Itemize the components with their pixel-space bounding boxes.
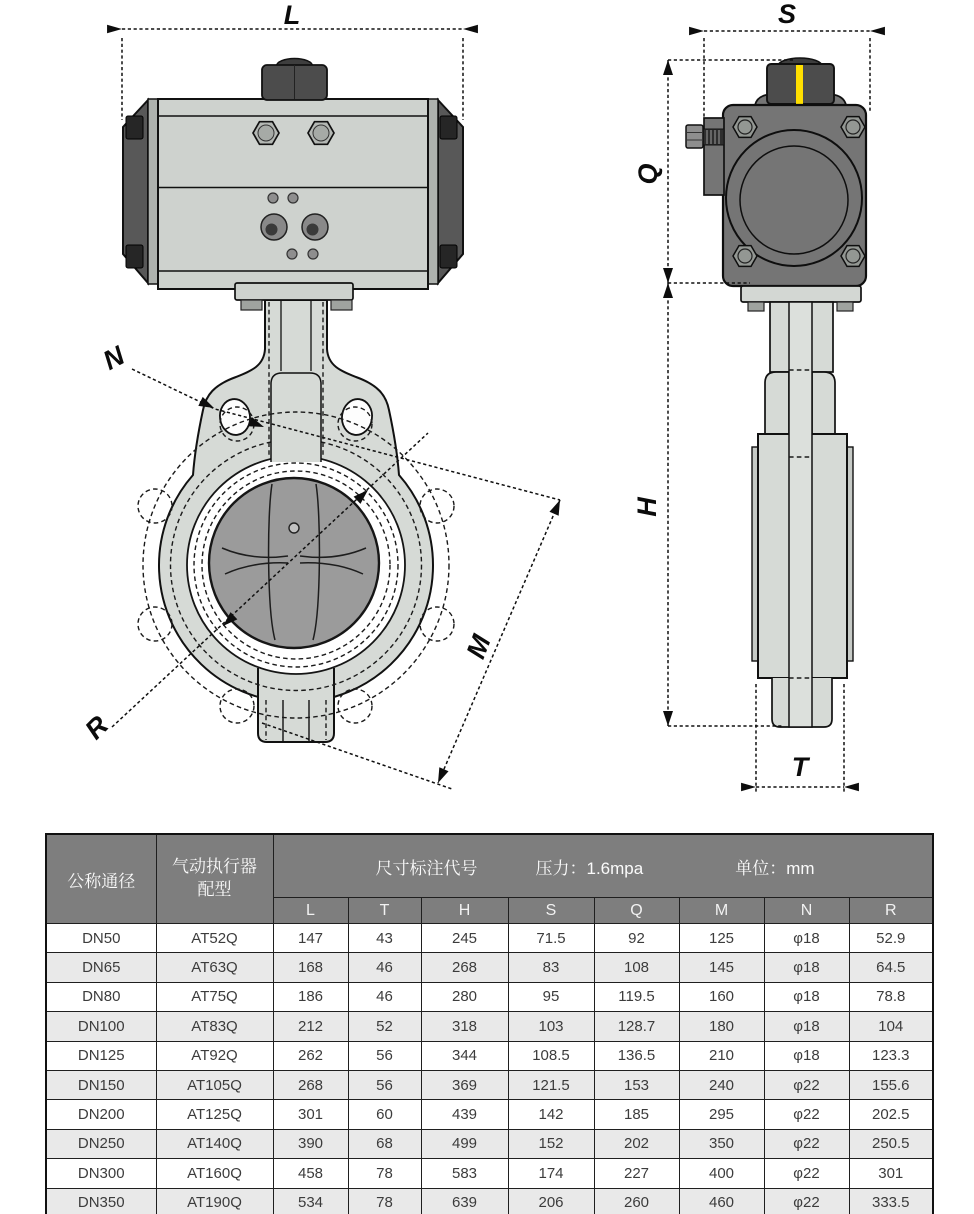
table-cell: 95 <box>508 982 594 1011</box>
table-cell: φ18 <box>764 924 849 953</box>
table-cell: 583 <box>421 1159 508 1188</box>
table-cell: φ18 <box>764 982 849 1011</box>
table-cell: 245 <box>421 924 508 953</box>
table-cell: 145 <box>679 953 764 982</box>
dim-label-S: S <box>777 0 797 29</box>
col-header-L: L <box>273 898 348 924</box>
header-dim-title: 尺寸标注代号 <box>375 858 478 878</box>
table-cell: 439 <box>421 1100 508 1129</box>
table-cell: 125 <box>679 924 764 953</box>
table-row <box>46 1041 933 1070</box>
table-row <box>46 953 933 982</box>
side-view-drawing <box>632 0 870 794</box>
table-cell: 460 <box>679 1188 764 1214</box>
table-cell: 499 <box>421 1129 508 1158</box>
table-cell: 186 <box>273 982 348 1011</box>
table-cell: AT92Q <box>156 1041 273 1070</box>
yellow-indicator-stripe <box>796 65 803 104</box>
table-row <box>46 1070 933 1099</box>
table-cell: φ22 <box>764 1159 849 1188</box>
table-row <box>46 1159 933 1188</box>
table-cell: 350 <box>679 1129 764 1158</box>
table-cell: AT52Q <box>156 924 273 953</box>
table-cell: DN65 <box>46 953 156 982</box>
table-cell: 60 <box>348 1100 421 1129</box>
table-cell: 123.3 <box>849 1041 933 1070</box>
table-cell: 262 <box>273 1041 348 1070</box>
table-cell: 369 <box>421 1070 508 1099</box>
table-cell: 206 <box>508 1188 594 1214</box>
table-cell: 174 <box>508 1159 594 1188</box>
dim-label-Q: Q <box>633 163 663 185</box>
hex-plug-right <box>308 122 334 145</box>
table-row <box>46 982 933 1011</box>
table-cell: 108.5 <box>508 1041 594 1070</box>
table-cell: 152 <box>508 1129 594 1158</box>
table-cell: AT140Q <box>156 1129 273 1158</box>
table-cell: AT160Q <box>156 1159 273 1188</box>
table-cell: 78.8 <box>849 982 933 1011</box>
col-header-H: H <box>421 898 508 924</box>
mounting-plate-front <box>235 283 353 300</box>
table-row <box>46 1188 933 1214</box>
table-cell: φ18 <box>764 1012 849 1041</box>
pressure-label: 压力： <box>535 858 587 878</box>
header-dimensions-merged <box>273 834 933 898</box>
spec-table <box>45 833 934 1214</box>
table-cell: AT83Q <box>156 1012 273 1041</box>
table-cell: DN300 <box>46 1159 156 1188</box>
col-header-N: N <box>764 898 849 924</box>
table-cell: 240 <box>679 1070 764 1099</box>
table-cell: 180 <box>679 1012 764 1041</box>
table-cell: 212 <box>273 1012 348 1041</box>
spec-table-wrap <box>45 833 932 1214</box>
col-header-R: R <box>849 898 933 924</box>
table-cell: DN50 <box>46 924 156 953</box>
pressure-value: 1.6mpa <box>586 858 644 878</box>
table-cell: AT63Q <box>156 953 273 982</box>
dim-label-R: R <box>79 710 115 746</box>
table-cell: AT190Q <box>156 1188 273 1214</box>
disc-pin-hole <box>289 523 299 533</box>
table-cell: φ18 <box>764 953 849 982</box>
table-cell: 202 <box>594 1129 679 1158</box>
table-cell: 52 <box>348 1012 421 1041</box>
table-cell: φ22 <box>764 1070 849 1099</box>
hex-plug-left <box>253 122 279 145</box>
table-cell: 301 <box>273 1100 348 1129</box>
table-cell: DN150 <box>46 1070 156 1099</box>
table-cell: 280 <box>421 982 508 1011</box>
table-cell: 210 <box>679 1041 764 1070</box>
table-cell: 68 <box>348 1129 421 1158</box>
table-cell: DN80 <box>46 982 156 1011</box>
dim-label-N: N <box>98 340 130 376</box>
table-cell: φ18 <box>764 1041 849 1070</box>
table-cell: 160 <box>679 982 764 1011</box>
table-cell: φ22 <box>764 1100 849 1129</box>
table-cell: 119.5 <box>594 982 679 1011</box>
table-cell: 202.5 <box>849 1100 933 1129</box>
header-actuator-line1: 气动执行器 <box>172 857 257 877</box>
table-cell: 534 <box>273 1188 348 1214</box>
table-cell: 260 <box>594 1188 679 1214</box>
table-cell: 64.5 <box>849 953 933 982</box>
table-cell: 458 <box>273 1159 348 1188</box>
table-cell: 43 <box>348 924 421 953</box>
col-header-Q: Q <box>594 898 679 924</box>
table-cell: 185 <box>594 1100 679 1129</box>
table-cell: 250.5 <box>849 1129 933 1158</box>
table-cell: DN350 <box>46 1188 156 1214</box>
dim-label-H: H <box>632 497 662 517</box>
table-cell: 136.5 <box>594 1041 679 1070</box>
table-cell: AT75Q <box>156 982 273 1011</box>
table-cell: 268 <box>273 1070 348 1099</box>
table-cell: φ22 <box>764 1188 849 1214</box>
valve-stem <box>789 302 812 727</box>
table-cell: 78 <box>348 1159 421 1188</box>
table-row <box>46 1129 933 1158</box>
actuator-front <box>123 59 463 311</box>
table-cell: 344 <box>421 1041 508 1070</box>
table-row <box>46 924 933 953</box>
table-cell: 121.5 <box>508 1070 594 1099</box>
header-nominal-diameter: 公称通径 <box>46 834 156 924</box>
dim-label-T: T <box>791 752 809 782</box>
table-cell: 92 <box>594 924 679 953</box>
table-cell: 268 <box>421 953 508 982</box>
col-header-S: S <box>508 898 594 924</box>
table-cell: 103 <box>508 1012 594 1041</box>
table-cell: AT105Q <box>156 1070 273 1099</box>
table-cell: 108 <box>594 953 679 982</box>
table-cell: 56 <box>348 1070 421 1099</box>
table-cell: 56 <box>348 1041 421 1070</box>
table-cell: 142 <box>508 1100 594 1129</box>
table-cell: 318 <box>421 1012 508 1041</box>
front-view-drawing <box>79 0 564 789</box>
table-cell: 46 <box>348 982 421 1011</box>
table-cell: 227 <box>594 1159 679 1188</box>
table-cell: 147 <box>273 924 348 953</box>
table-cell: DN200 <box>46 1100 156 1129</box>
position-indicator-knob <box>262 59 327 101</box>
table-cell: AT125Q <box>156 1100 273 1129</box>
dim-label-L: L <box>283 0 301 30</box>
valve-side <box>741 286 861 727</box>
table-cell: 71.5 <box>508 924 594 953</box>
valve-disc <box>209 478 379 648</box>
table-cell: 128.7 <box>594 1012 679 1041</box>
table-row <box>46 1012 933 1041</box>
table-cell: 333.5 <box>849 1188 933 1214</box>
table-cell: DN125 <box>46 1041 156 1070</box>
table-cell: 301 <box>849 1159 933 1188</box>
col-header-M: M <box>679 898 764 924</box>
actuator-side <box>686 58 866 286</box>
spec-table-body <box>46 924 933 1214</box>
table-cell: 52.9 <box>849 924 933 953</box>
header-actuator-model <box>156 834 273 924</box>
table-cell: 639 <box>421 1188 508 1214</box>
table-cell: 78 <box>348 1188 421 1214</box>
col-header-T: T <box>348 898 421 924</box>
table-cell: 155.6 <box>849 1070 933 1099</box>
dim-label-M: M <box>460 630 497 663</box>
table-cell: DN250 <box>46 1129 156 1158</box>
table-cell: DN100 <box>46 1012 156 1041</box>
table-cell: 390 <box>273 1129 348 1158</box>
header-pressure <box>536 854 644 879</box>
table-cell: φ22 <box>764 1129 849 1158</box>
table-cell: 295 <box>679 1100 764 1129</box>
table-row <box>46 1100 933 1129</box>
table-cell: 104 <box>849 1012 933 1041</box>
table-cell: 46 <box>348 953 421 982</box>
table-cell: 83 <box>508 953 594 982</box>
unit-value: mm <box>786 858 815 878</box>
table-cell: 168 <box>273 953 348 982</box>
unit-label: 单位： <box>735 858 787 878</box>
header-actuator-line2: 配型 <box>197 880 232 899</box>
table-cell: 153 <box>594 1070 679 1099</box>
header-unit <box>735 854 814 879</box>
table-cell: 400 <box>679 1159 764 1188</box>
